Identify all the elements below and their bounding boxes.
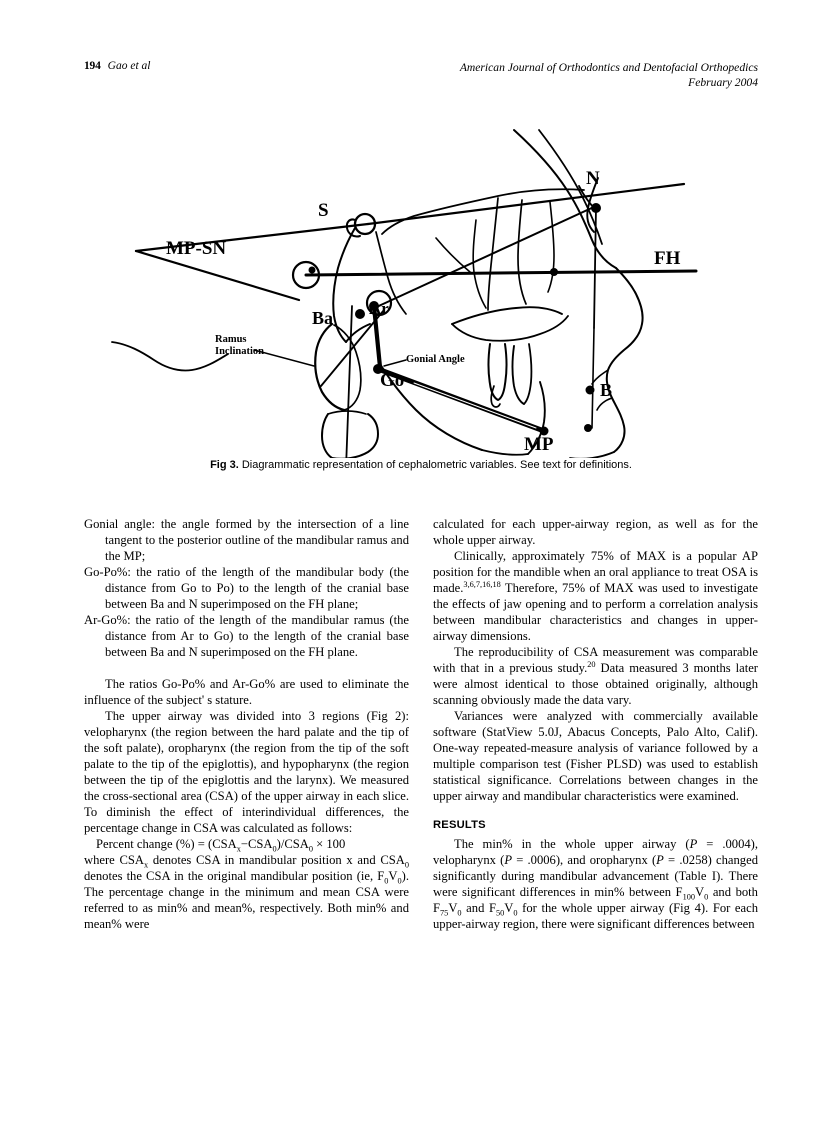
- figure-label-ar: Ar: [369, 299, 389, 318]
- figure-caption-label: Fig 3.: [210, 459, 239, 471]
- journal-title: American Journal of Orthodontics and Dentofacial Orthopedics: [459, 61, 758, 74]
- running-head-authors: Gao et al: [107, 60, 151, 72]
- results-text-j: for the whole upper airway (Fig 4). For each upper-airway region, there were significant differences between: [433, 901, 758, 931]
- definition-go-po-percent: Go-Po%: the ratio of the length of the mandibular body (the distance from Go to Po) to the length of the cranial base between Ba and N superimposed on the FH plane;: [84, 565, 409, 611]
- definition-ar-go-percent: Ar-Go%: the ratio of the length of the mandibular ramus (the distance from Ar to Go) to the length of the cranial base between Ba and N superimposed on the FH plane.: [84, 613, 409, 659]
- paragraph-airway-regions: The upper airway was divided into 3 regions (Fig 2): velopharynx (the region between the hard palate and the tip of the soft palate), oropharynx (the region from the tip of the soft palate to the tip of the epiglottis), and hypopharynx (the region between the tip of the epiglottis and the larynx). We measured the cross-sectional area (CSA) of the upper airway in each slice. To diminish the effect of interindividual differences, the percentage change in CSA was calculated as follows:: [84, 709, 409, 835]
- equation-sub-zero-2: 0: [308, 844, 313, 854]
- where-sub-x: x: [143, 860, 149, 870]
- where-sub-zero-3: 0: [397, 876, 402, 886]
- figure-3: [84, 128, 758, 458]
- equation-percent-change: [84, 836, 409, 852]
- results-text-g: V: [448, 901, 458, 915]
- paragraph-ratios: The ratios Go-Po% and Ar-Go% are used to eliminate the influence of the subject' s stature.: [84, 677, 409, 707]
- paragraph-results-first: [433, 836, 758, 932]
- where-text-4: V: [388, 869, 398, 883]
- equation-sub-zero-1: 0: [272, 844, 277, 854]
- equation-mid2: )/CSA: [276, 837, 309, 851]
- paragraph-clinically: [433, 548, 758, 644]
- definition-gonial-angle: Gonial angle: the angle formed by the intersection of a line tangent to the posterior outline of the mandibular ramus and the MP;: [84, 517, 409, 563]
- running-head-left: [84, 60, 150, 72]
- page-number: 194: [84, 60, 101, 72]
- issue-date: February 2004: [688, 76, 758, 89]
- repro-text-1: The reproducibility of CSA measurement was comparable with that in a previous study.: [433, 645, 758, 675]
- equation-sub-x: x: [236, 844, 241, 854]
- where-sub-zero-1: 0: [404, 860, 409, 870]
- figure-label-ba: Ba: [312, 308, 334, 328]
- repro-text-2: Data measured 3 months later were almost identical to those obtained originally, although scanning obviously made the data vary.: [433, 661, 758, 707]
- where-text-5: ). The percentage change in the minimum and mean CSA were referred to as min% and mean%, respectively. Both min% and mean% were: [84, 869, 409, 931]
- paragraph-variances: Variances were analyzed with commercially available software (StatView 5.0J, Abacus Concepts, Palo Alto, Calif). One-way repeated-measure analysis of variance followed by a multiple comparison test (Fisher PLSD) was used to establish statistical significance. Correlations between changes in the upper airway and mandibular characteristics were examined.: [433, 709, 758, 803]
- results-p-italic-2: P: [504, 853, 513, 867]
- figure-label-s: S: [318, 200, 329, 221]
- where-text-1: where CSA: [84, 853, 144, 867]
- equation-mid: −CSA: [240, 837, 273, 851]
- results-text-i: V: [504, 901, 514, 915]
- where-sub-zero-2: 0: [384, 876, 389, 886]
- figure-label-ramus-inclination-line1: Ramus: [215, 334, 247, 345]
- results-sub-zero-2: 0: [457, 908, 462, 918]
- paragraph-where-definitions: [84, 852, 409, 932]
- equation-rhs: × 100: [312, 837, 346, 851]
- cephalometric-tracing: [84, 128, 758, 458]
- running-head-right: [460, 60, 758, 90]
- equation-lhs: Percent change (%) = (CSA: [96, 837, 237, 851]
- figure-label-gonial-angle: Gonial Angle: [406, 354, 465, 365]
- figure-label-ramus-inclination-line2: Inclination: [215, 346, 265, 357]
- results-sub-zero-3: 0: [513, 908, 518, 918]
- figure-caption-text: Diagrammatic representation of cephalometric variables. See text for definitions.: [241, 459, 632, 471]
- figure-label-b: B: [600, 380, 613, 400]
- results-text-a: The min% in the whole upper airway (: [454, 837, 690, 851]
- results-sub-zero-1: 0: [704, 892, 709, 902]
- where-text-2: denotes CSA in mandibular position x and CSA: [148, 853, 405, 867]
- clinically-text-2: Therefore, 75% of MAX was used to investigate the effects of jaw opening and to perform a correlation analysis between mandibular characteristics and changes in upper-airway dimensions.: [433, 581, 758, 643]
- paragraph-reproducibility: [433, 644, 758, 708]
- citation-superscript-2: 20: [587, 659, 596, 669]
- results-p-italic-3: P: [656, 853, 664, 867]
- results-sub-50: 50: [495, 908, 505, 918]
- results-text-h: and F: [461, 901, 496, 915]
- running-head: [84, 60, 758, 100]
- figure-label-fh: FH: [654, 248, 681, 269]
- cephalometric-tracing-svg: [84, 128, 758, 458]
- figure-label-mp-sn: MP-SN: [166, 238, 227, 259]
- citation-superscript-1: 3,6,7,16,18: [463, 579, 501, 589]
- body-column-left: [84, 516, 409, 932]
- figure-label-go: Go: [380, 370, 405, 391]
- results-text-f: and both F: [433, 885, 758, 915]
- clinically-text-1: Clinically, approximately 75% of MAX is a popular AP position for the mandible when an oral appliance to treat OSA is made.: [433, 549, 758, 595]
- results-text-b: = .0004), velopharynx (: [433, 837, 759, 867]
- results-sub-75: 75: [440, 908, 449, 918]
- section-heading-results: RESULTS: [433, 819, 486, 831]
- figure-caption: [84, 458, 758, 472]
- figure-label-mp: MP: [524, 434, 554, 455]
- paragraph-calculated: calculated for each upper-airway region, as well as for the whole upper airway.: [433, 517, 758, 547]
- results-sub-100: 100: [682, 892, 696, 902]
- results-text-d: = .0258) changed significantly during mandibular advancement (Table I). There were significant differences in min% between F: [433, 853, 758, 899]
- results-p-italic-1: P: [689, 837, 698, 851]
- body-column-right: [433, 516, 758, 932]
- figure-label-n: N: [586, 168, 600, 189]
- results-text-c: = .0006), and oropharynx (: [512, 853, 657, 867]
- results-text-e: V: [695, 885, 705, 899]
- paragraph-spacer: [84, 660, 409, 676]
- where-text-3: denotes the CSA in the original mandibular position (ie, F: [84, 869, 385, 883]
